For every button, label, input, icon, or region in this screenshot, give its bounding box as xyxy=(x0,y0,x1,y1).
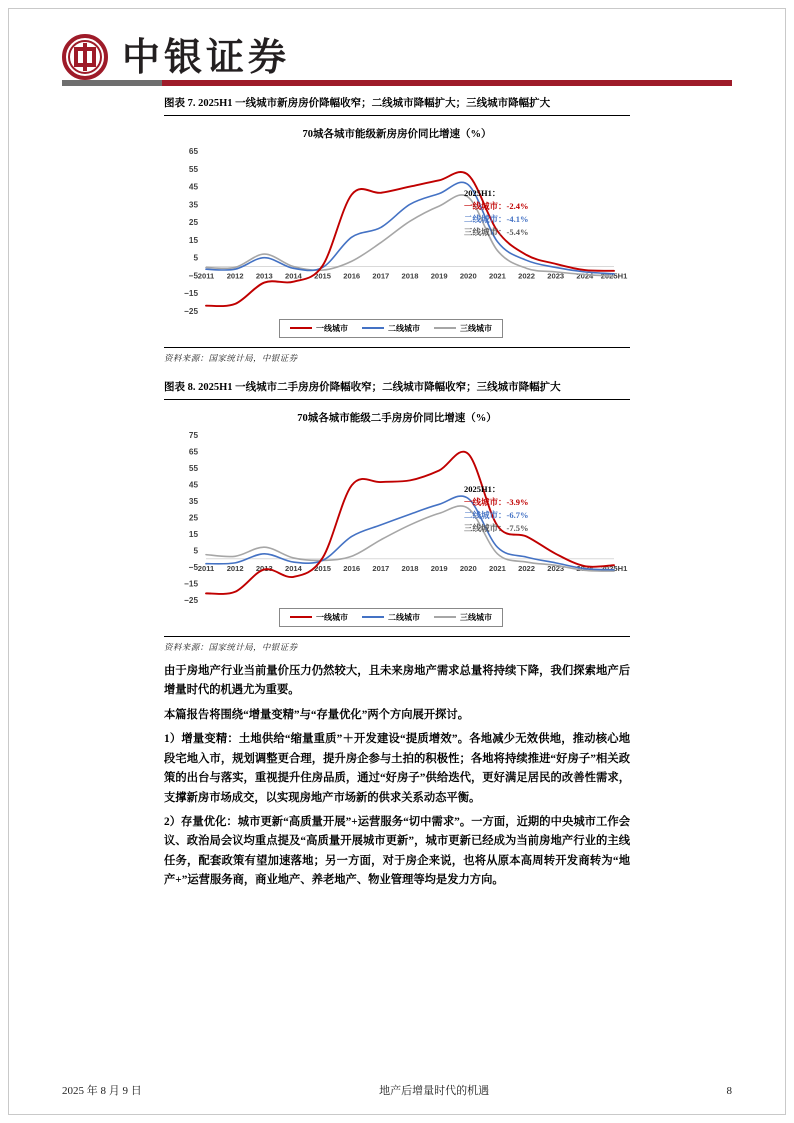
annotation-header: 2025H1： xyxy=(464,483,501,494)
legend-swatch-grey xyxy=(434,327,456,329)
brand-name: 中银证券 xyxy=(122,34,291,79)
chart-8-title: 70城各城市能级二手房房价同比增速（%） xyxy=(297,412,497,424)
chart-7-area xyxy=(164,143,630,343)
legend-label-tier3: 三线城市 xyxy=(460,323,492,333)
chart-8-area xyxy=(164,427,630,632)
svg-text:5: 5 xyxy=(193,253,198,263)
svg-text:2023: 2023 xyxy=(547,271,565,281)
chart-7-legend xyxy=(279,319,503,338)
legend-item-tier2 xyxy=(362,323,420,334)
legend-item-tier1 xyxy=(290,323,348,334)
svg-text:2013: 2013 xyxy=(255,271,273,281)
legend-swatch-blue xyxy=(362,327,384,329)
chart-8-plot xyxy=(164,427,630,632)
svg-text:−15: −15 xyxy=(184,579,198,589)
svg-text:25: 25 xyxy=(188,217,198,227)
svg-text:65: 65 xyxy=(188,447,198,457)
svg-text:2016: 2016 xyxy=(343,271,361,281)
exhibit-8-title: 图表 8. 2025H1 一线城市二手房房价降幅收窄；二线城市降幅收窄；三线城市降幅扩大 xyxy=(164,382,561,393)
exhibit-7-source: 资料来源：国家统计局，中银证券 xyxy=(164,352,298,363)
svg-text:15: 15 xyxy=(188,529,198,539)
legend-label-tier2: 二线城市 xyxy=(388,323,420,333)
legend-swatch-blue xyxy=(362,616,384,618)
svg-text:75: 75 xyxy=(188,430,198,440)
svg-text:2024: 2024 xyxy=(576,271,594,281)
svg-text:2019: 2019 xyxy=(430,563,448,573)
footer-page-number: 8 xyxy=(726,1085,732,1097)
annotation-tier1: 一线城市：-3.9% xyxy=(464,496,529,507)
legend-swatch-grey xyxy=(434,616,456,618)
legend-swatch-red xyxy=(290,616,312,618)
exhibit-8-source: 资料来源：国家统计局，中银证券 xyxy=(164,641,298,652)
masthead-rule xyxy=(62,80,732,86)
svg-text:2019: 2019 xyxy=(430,271,448,281)
svg-text:2011: 2011 xyxy=(197,271,215,281)
annotation-tier2: 二线城市：-4.1% xyxy=(464,214,529,225)
legend-item-tier3 xyxy=(434,612,492,623)
svg-text:2012: 2012 xyxy=(226,271,244,281)
exhibit-7-body xyxy=(164,115,630,348)
svg-text:2018: 2018 xyxy=(401,563,419,573)
rule-red-segment xyxy=(162,80,732,86)
annotation-tier3: 三线城市：-7.5% xyxy=(464,523,529,534)
masthead xyxy=(62,26,732,88)
svg-text:2024: 2024 xyxy=(576,563,594,573)
svg-text:55: 55 xyxy=(188,164,198,174)
annotation-tier3: 三线城市：-5.4% xyxy=(464,227,529,238)
svg-text:2014: 2014 xyxy=(284,271,302,281)
exhibit-8-body xyxy=(164,399,630,637)
svg-text:−5: −5 xyxy=(188,271,198,281)
svg-text:45: 45 xyxy=(188,480,198,490)
legend-item-tier3 xyxy=(434,323,492,334)
legend-item-tier2 xyxy=(362,612,420,623)
svg-text:2025H1: 2025H1 xyxy=(600,271,628,281)
svg-text:2020: 2020 xyxy=(459,271,477,281)
legend-swatch-red xyxy=(290,327,312,329)
paragraph-scope: 本篇报告将围绕“增量变精”与“存量优化”两个方向展开探讨。 xyxy=(164,708,470,721)
annotation-header: 2025H1： xyxy=(464,187,501,198)
svg-text:2011: 2011 xyxy=(197,563,215,573)
svg-text:45: 45 xyxy=(188,182,198,192)
annotation-tier2: 二线城市：-6.7% xyxy=(464,510,529,521)
paragraph-intro: 由于房地产行业当前量价压力仍然较大，且未来房地产需求总量将持续下降，我们探索地产后增量时代的机遇尤为重要。 xyxy=(164,665,630,697)
legend-label-tier1: 一线城市 xyxy=(316,323,348,333)
svg-text:−15: −15 xyxy=(184,288,198,298)
paragraph-point-1: 1）增量变精：土地供给“缩量重质”＋开发建设“提质增效”。各地减少无效供地，推动核心地段宅地入市，规划调整更合理，提升房企参与土拍的积极性；各地将持续推进“好房子”相关政策的出台与落实，重视提升住房品质，通过“好房子”供给迭代，更好满足居民的改善性需求，支撑新房市场成交，以实现房地产市场新的供求关系动态平衡。 xyxy=(164,733,630,804)
svg-text:2023: 2023 xyxy=(547,563,565,573)
body-copy xyxy=(164,662,630,896)
svg-text:2017: 2017 xyxy=(372,271,390,281)
chart-7-plot xyxy=(164,143,630,343)
svg-text:2018: 2018 xyxy=(401,271,419,281)
svg-text:2021: 2021 xyxy=(488,563,506,573)
footer-report-title: 地产后增量时代的机遇 xyxy=(379,1085,490,1097)
legend-label-tier2: 二线城市 xyxy=(388,612,420,622)
svg-text:2025H1: 2025H1 xyxy=(600,563,628,573)
svg-text:2012: 2012 xyxy=(226,563,244,573)
svg-text:−25: −25 xyxy=(184,595,198,605)
svg-text:25: 25 xyxy=(188,513,198,523)
svg-text:2015: 2015 xyxy=(314,563,332,573)
svg-text:2020: 2020 xyxy=(459,563,477,573)
svg-text:35: 35 xyxy=(188,496,198,506)
svg-text:2017: 2017 xyxy=(372,563,390,573)
page-footer xyxy=(62,1082,732,1098)
svg-text:2022: 2022 xyxy=(518,563,536,573)
chart-8-legend xyxy=(279,608,503,627)
svg-text:2013: 2013 xyxy=(255,563,273,573)
svg-text:2022: 2022 xyxy=(518,271,536,281)
legend-item-tier1 xyxy=(290,612,348,623)
svg-text:2016: 2016 xyxy=(343,563,361,573)
legend-label-tier3: 三线城市 xyxy=(460,612,492,622)
svg-text:65: 65 xyxy=(188,146,198,156)
svg-text:5: 5 xyxy=(193,546,198,556)
svg-text:2021: 2021 xyxy=(488,271,506,281)
svg-text:15: 15 xyxy=(188,235,198,245)
svg-text:2014: 2014 xyxy=(284,563,302,573)
svg-text:35: 35 xyxy=(188,200,198,210)
exhibit-8 xyxy=(164,380,630,653)
chart-7-annotation xyxy=(464,187,528,240)
svg-text:2015: 2015 xyxy=(314,271,332,281)
boc-emblem-icon xyxy=(62,34,108,80)
svg-text:−25: −25 xyxy=(184,306,198,316)
legend-label-tier1: 一线城市 xyxy=(316,612,348,622)
svg-text:−5: −5 xyxy=(188,562,198,572)
chart-8-annotation xyxy=(464,483,528,536)
annotation-tier1: 一线城市：-2.4% xyxy=(464,200,529,211)
footer-date: 2025 年 8 月 9 日 xyxy=(62,1085,142,1097)
rule-grey-segment xyxy=(62,80,162,86)
exhibit-7 xyxy=(164,96,630,364)
exhibit-7-title: 图表 7. 2025H1 一线城市新房房价降幅收窄；二线城市降幅扩大；三线城市降幅扩大 xyxy=(164,98,551,109)
svg-text:55: 55 xyxy=(188,463,198,473)
chart-7-title: 70城各城市能级新房房价同比增速（%） xyxy=(302,128,492,140)
paragraph-point-2: 2）存量优化：城市更新“高质量开展”+运营服务“切中需求”。一方面，近期的中央城市工作会议、政治局会议均重点提及“高质量开展城市更新”，城市更新已经成为当前房地产行业的主线任务，配套政策有望加速落地；另一方面，对于房企来说，也将从原本高周转开发商转为“地产+”运营服务商，商业地产、养老地产、物业管理等均是发力方向。 xyxy=(164,815,630,887)
